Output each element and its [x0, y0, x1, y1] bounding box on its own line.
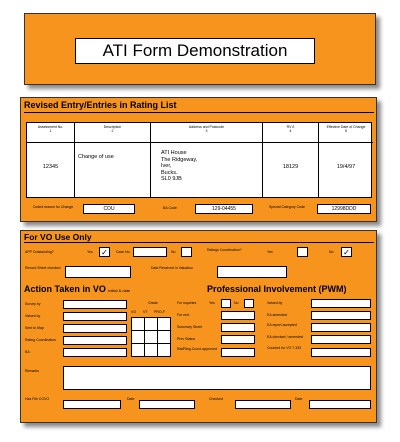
col-description: Description 2 — [75, 123, 151, 143]
ratings-coord-approved-label: Rat/Rtng Coord approved — [177, 347, 217, 351]
date-received-label: Date Received in Valuation — [151, 266, 193, 270]
prev-status-label: Prev Status — [177, 337, 196, 341]
vo-use-title: For VO Use Only — [24, 232, 92, 242]
cell-assessment-no[interactable]: 12345 — [27, 143, 75, 197]
prev-status-field[interactable] — [221, 335, 255, 344]
summary-sheet-field[interactable] — [221, 323, 255, 332]
date2-label: Date — [295, 397, 303, 401]
date-field[interactable] — [139, 400, 195, 409]
coded-reason-field[interactable]: COU — [83, 204, 135, 214]
cell-effective-date[interactable]: 19/4/97 — [336, 164, 356, 170]
grade-col-vt: VT — [143, 310, 148, 314]
prof-valued-by-label: Valued by — [267, 301, 283, 305]
date-label: Date — [127, 397, 135, 401]
for-inquiries-no-box[interactable] — [244, 299, 254, 308]
vo-title-underline — [24, 242, 374, 243]
ea-amended-label: EA amended — [267, 313, 288, 317]
form-title: ATI Form Demonstration — [102, 41, 288, 60]
ea-report-accepted-label: EA report accepted — [267, 323, 297, 327]
special-category-label: Special Category Code — [269, 205, 305, 209]
case-no-no-label: No — [171, 250, 176, 254]
for-rent-label: For rent — [177, 313, 190, 317]
for-inquiries-label: For inquiries — [177, 301, 197, 305]
rating-coordination-label: Rating Coordination — [25, 338, 56, 342]
record-sheet-label: Record Sheet checked — [25, 266, 61, 270]
remarks-field[interactable] — [63, 366, 371, 390]
col-effective-date: Effective Date of Change 5 — [319, 123, 373, 143]
sent-to-map-label: Sent to Map — [25, 326, 44, 330]
survey-by-field[interactable] — [63, 300, 127, 309]
ea-checked-label: EA checked / amended — [267, 335, 303, 339]
grade-grid[interactable] — [131, 317, 171, 357]
col-rv: RV £ 4 — [263, 123, 319, 143]
title-box — [75, 38, 315, 64]
remarks-label: Remarks — [25, 369, 40, 373]
app-outstanding-label: APP Outstanding? — [25, 250, 54, 254]
rc-no-checkbox[interactable]: ✓ — [341, 247, 352, 257]
counted-for-vo-label: Counted for VO 7.333 — [267, 346, 302, 350]
ba-code-field[interactable]: 129-04455 — [195, 204, 253, 214]
cell-description[interactable]: Change of use — [75, 143, 151, 197]
fi-no-label: No — [234, 301, 239, 305]
ba-label: BA — [25, 350, 30, 354]
rc-yes-label: Yes — [267, 250, 273, 254]
rc-no-label: No — [329, 250, 334, 254]
fi-yes-label: Yes — [209, 301, 215, 305]
valued-by-field[interactable] — [63, 312, 127, 321]
case-no-no-checkbox[interactable] — [181, 247, 192, 257]
ba-field[interactable] — [63, 348, 127, 357]
for-rent-field[interactable] — [221, 311, 255, 320]
action-taken-title: Action Taken in VO initial & date — [24, 284, 131, 294]
cell-address[interactable]: ATI House The Ridgeway, Iver, Bucks. SL0 9JB — [151, 143, 263, 197]
date2-field[interactable] — [309, 400, 371, 409]
header-panel — [24, 13, 376, 85]
prof-valued-by-field[interactable] — [311, 299, 371, 308]
ea-amended-field[interactable] — [311, 311, 371, 320]
counted-for-vo-field[interactable] — [311, 348, 371, 357]
has-file-label: Has File COVO — [25, 397, 50, 401]
rating-coordination-field[interactable] — [63, 336, 127, 345]
cell-rv[interactable]: 18129 — [263, 143, 319, 197]
survey-by-label: Survey by — [25, 302, 41, 306]
valued-by-label: Valued by — [25, 314, 41, 318]
case-no-field[interactable] — [133, 247, 167, 257]
app-yes-label: Yes — [87, 250, 93, 254]
professional-involvement-title: Professional Involvement (PWM) — [207, 284, 347, 294]
revised-entry-title: Revised Entry/Entries in Rating List — [24, 100, 177, 110]
sent-to-map-field[interactable] — [63, 324, 127, 333]
grade-label: Grade — [148, 301, 158, 305]
col-address: Address and Postcode 3 — [151, 123, 263, 143]
col-assessment-no: Assessment No. 1 — [27, 123, 75, 143]
vo-use-panel — [20, 230, 377, 423]
record-sheet-field[interactable] — [65, 266, 131, 278]
checked-label: Checked — [209, 397, 223, 401]
checked-field[interactable] — [235, 400, 291, 409]
revised-entry-panel — [20, 97, 377, 222]
grade-col-vo: VO — [131, 310, 137, 314]
ba-code-label: BA Code — [163, 206, 177, 210]
ratings-coord-approved-field[interactable] — [221, 348, 255, 357]
ea-report-accepted-field[interactable] — [311, 323, 371, 332]
title-underline — [24, 112, 374, 113]
ratings-coordination-label: Ratings Coordination? — [207, 248, 242, 252]
rating-table — [26, 122, 372, 198]
grade-col-prof: PRO-F — [154, 310, 165, 314]
for-inquiries-yes-box[interactable] — [221, 299, 231, 308]
summary-sheet-label: Summary Sheet — [177, 325, 203, 329]
app-yes-checkbox[interactable]: ✓ — [99, 247, 110, 257]
date-received-field[interactable] — [217, 266, 287, 278]
has-file-field[interactable] — [63, 400, 121, 409]
ea-checked-field[interactable] — [311, 335, 371, 344]
special-category-field[interactable]: 12998DDD — [317, 204, 371, 214]
coded-reason-label: Coded reason for Change — [32, 205, 74, 209]
rc-yes-checkbox[interactable] — [297, 247, 308, 257]
case-no-label: Case No. — [116, 250, 131, 254]
